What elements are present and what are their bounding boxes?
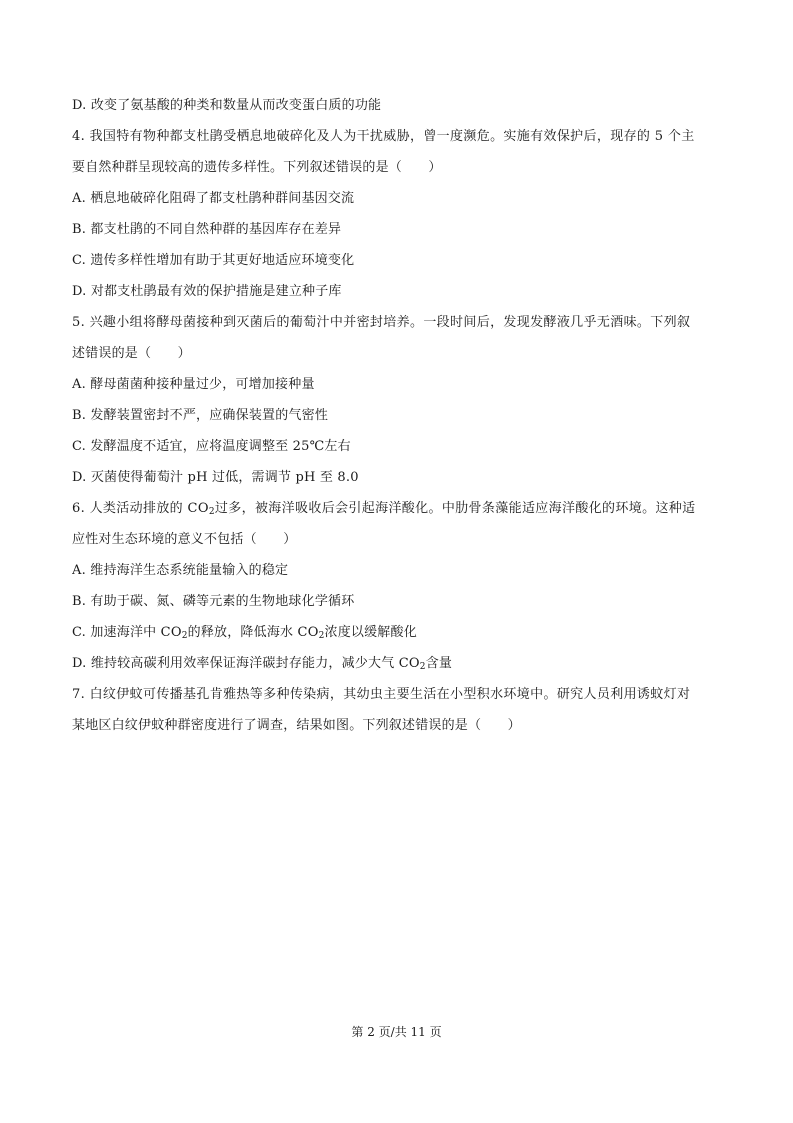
q6-option-d-text: D. 维持较高碳利用效率保证海洋碳封存能力，减少大气 CO (72, 656, 420, 671)
subscript: 2 (419, 662, 426, 672)
q4-option-c: C. 遗传多样性增加有助于其更好地适应环境变化 (72, 253, 355, 268)
subscript: 2 (318, 631, 325, 641)
q4-option-b: B. 都支杜鹃的不同自然种群的基因库存在差异 (72, 222, 342, 237)
q6-option-c-text: C. 加速海洋中 CO (72, 625, 182, 640)
q6-option-d-text: 含量 (425, 656, 453, 671)
q6-option-b: B. 有助于碳、氮、磷等元素的生物地球化学循环 (72, 594, 355, 609)
subscript: 2 (208, 507, 215, 517)
subscript: 2 (181, 631, 188, 641)
q5-option-c: C. 发酵温度不适宜，应将温度调整至 25℃左右 (72, 439, 351, 454)
q6-stem-line-2: 应性对生态环境的意义不包括（ ） (72, 532, 297, 547)
q7-stem-line-2: 某地区白纹伊蚊种群密度进行了调查，结果如图。下列叙述错误的是（ ） (72, 718, 521, 733)
q5-option-b: B. 发酵装置密封不严，应确保装置的气密性 (72, 408, 329, 423)
q4-stem-line-1: 4. 我国特有物种都支杜鹃受栖息地破碎化及人为干扰威胁，曾一度濒危。实施有效保护后，现存的 5 个主 (72, 129, 695, 144)
q6-stem-line-1 (72, 493, 728, 524)
q6-option-d (72, 648, 728, 679)
document-body (72, 90, 728, 741)
q6-stem-text: 过多，被海洋吸收后会引起海洋酸化。中肋骨条藻能适应海洋酸化的环境。这种适 (214, 501, 696, 516)
q5-option-d: D. 灭菌使得葡萄汁 pH 过低，需调节 pH 至 8.0 (72, 470, 359, 485)
q4-stem-line-2: 要自然种群呈现较高的遗传多样性。下列叙述错误的是（ ） (72, 160, 442, 175)
q4-option-a: A. 栖息地破碎化阻碍了都支杜鹃种群间基因交流 (72, 191, 355, 206)
q6-option-c-text: 的释放，降低海水 CO (187, 625, 319, 640)
q6-stem-text: 6. 人类活动排放的 CO (72, 501, 209, 516)
q3-option-d: D. 改变了氨基酸的种类和数量从而改变蛋白质的功能 (72, 98, 382, 113)
q6-option-c-text: 浓度以缓解酸化 (324, 625, 417, 640)
q6-option-a: A. 维持海洋生态系统能量输入的稳定 (72, 563, 289, 578)
page-footer: 第 2 页/共 11 页 (351, 1025, 442, 1039)
q5-stem-line-1: 5. 兴趣小组将酵母菌接种到灭菌后的葡萄汁中并密封培养。一段时间后，发现发酵液几乎无酒味。下列叙 (72, 315, 691, 330)
q5-option-a: A. 酵母菌菌种接种量过少，可增加接种量 (72, 377, 315, 392)
q7-stem-line-1: 7. 白纹伊蚊可传播基孔肯雅热等多种传染病，其幼虫主要生活在小型积水环境中。研究人员利用诱蚊灯对 (72, 687, 691, 702)
q4-option-d: D. 对都支杜鹃最有效的保护措施是建立种子库 (72, 284, 342, 299)
q5-stem-line-2: 述错误的是（ ） (72, 346, 191, 361)
q6-option-c (72, 617, 728, 648)
